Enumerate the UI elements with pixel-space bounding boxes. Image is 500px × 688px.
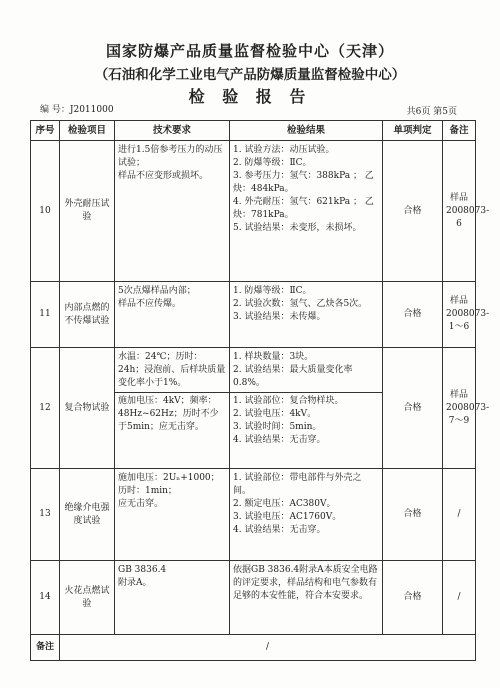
report-number: 编 号：J2011000 [40,105,114,115]
row-remark: / [443,469,476,561]
result-line: 3. 试验电压：AC1760V。 [233,512,342,522]
row-no: 13 [31,469,60,561]
result-line: 依据GB 3836.4附录A本质安全电路的评定要求，样品结构和电气参数有足够的本安性能，符合本安要求。 [233,565,378,601]
result-line: 2. 试验结果：最大质量变化率0.8%。 [233,365,353,388]
requirement-line: 进行1.5倍参考压力的动压试验； [118,145,223,168]
row-remark: / [443,561,476,635]
row-item: 外壳耐压试验 [60,141,115,282]
remarks-label: 备注 [31,635,60,661]
row-result [230,469,383,561]
result-line: 3. 试验结果：未传爆。 [233,312,326,322]
result-line: 3. 参考压力：氢气：388kPa ； 乙炔：484kPa。 [233,171,374,194]
result-line: 1. 样块数量：3块。 [233,352,314,362]
result-line: 2. 试验次数：氢气、乙炔各5次。 [233,299,368,309]
requirement-line: GB 3836.4 [118,565,167,575]
row-result [230,282,383,348]
row-remark: 样品2008073-1～6 [443,282,476,348]
table-row [31,282,476,348]
requirement-line: 应无击穿。 [118,499,164,509]
requirement-line: 5次点爆样品内部； [118,286,196,296]
row-requirement [115,141,230,282]
row-no: 12 [31,348,60,469]
row-verdict: 合格 [383,561,443,635]
result-line: 2. 防爆等级：ⅡC。 [233,158,312,168]
result-line: 5. 试验结果：未变形，未损坏。 [233,223,362,233]
page-subtitle: （石油和化学工业电气产品防爆质量监督检验中心） [94,67,406,83]
row-result [230,561,383,635]
result-line: 2. 试验电压：4kV。 [233,409,317,419]
col-header-result: 检验结果 [230,121,383,141]
row-verdict: 合格 [383,348,443,469]
requirement-line: 施加电压：4kV；频率：48Hz~62Hz；历时不少于5min；应无击穿。 [115,392,229,434]
result-line: 4. 试验结果：无击穿。 [233,435,326,445]
col-header-item: 检验项目 [60,121,115,141]
row-item: 绝缘介电强度试验 [60,469,115,561]
page-count: 共6页 第5页 [406,107,457,117]
requirement-line: 施加电压：2Uₙ+1000；历时：1min； [118,473,220,496]
requirement-line: 样品不应变形或损坏。 [118,171,209,181]
row-verdict: 合格 [383,141,443,282]
row-verdict: 合格 [383,469,443,561]
row-remark: 样品2008073-6 [443,141,476,282]
row-verdict: 合格 [383,282,443,348]
result-line: 3. 试验时间：5min。 [233,422,322,432]
result-line: 4. 外壳耐压：氢气：621kPa ； 乙炔：781kPa。 [233,197,374,220]
col-header-no: 序号 [31,121,60,141]
result-line: 1. 试验部位：带电部件与外壳之间。 [233,473,362,496]
table-row [31,561,476,635]
result-line: 1. 防爆等级：ⅡC。 [233,286,312,296]
col-header-remark: 备注 [443,121,476,141]
table-row [31,348,476,469]
result-line: 1. 试验部位：复合物样块。 [230,392,382,408]
row-item: 内部点燃的不传爆试验 [60,282,115,348]
row-requirement [115,469,230,561]
row-requirement [115,561,230,635]
row-no: 10 [31,141,60,282]
result-line: 2. 额定电压：AC380V。 [233,499,336,509]
col-header-requirement: 技术要求 [115,121,230,141]
report-heading: 检 验 报 告 [188,87,312,106]
col-header-verdict: 单项判定 [383,121,443,141]
result-line: 4. 试验结果：无击穿。 [233,525,326,535]
row-result [230,348,383,469]
row-item: 火花点燃试验 [60,561,115,635]
inspection-table [30,120,490,661]
requirement-line: 附录A。 [118,578,152,588]
row-remark: 样品2008073-7～9 [443,348,476,469]
row-requirement [115,282,230,348]
row-no: 11 [31,282,60,348]
row-item: 复合物试验 [60,348,115,469]
page-title: 国家防爆产品质量监督检验中心（天津） [105,42,394,60]
row-result [230,141,383,282]
row-no: 14 [31,561,60,635]
remarks-value: / [60,635,476,661]
table-header-row [31,121,476,141]
remarks-row [31,635,476,661]
result-line: 1. 试验方法：动压试验。 [233,145,335,155]
requirement-line: 样品不应传爆。 [118,299,182,309]
table-row [31,469,476,561]
row-requirement [115,348,230,469]
table-row [31,141,476,282]
requirement-line: 水温：24℃；历时：24h；浸泡前、后样块质量变化率小于1%。 [118,352,226,388]
